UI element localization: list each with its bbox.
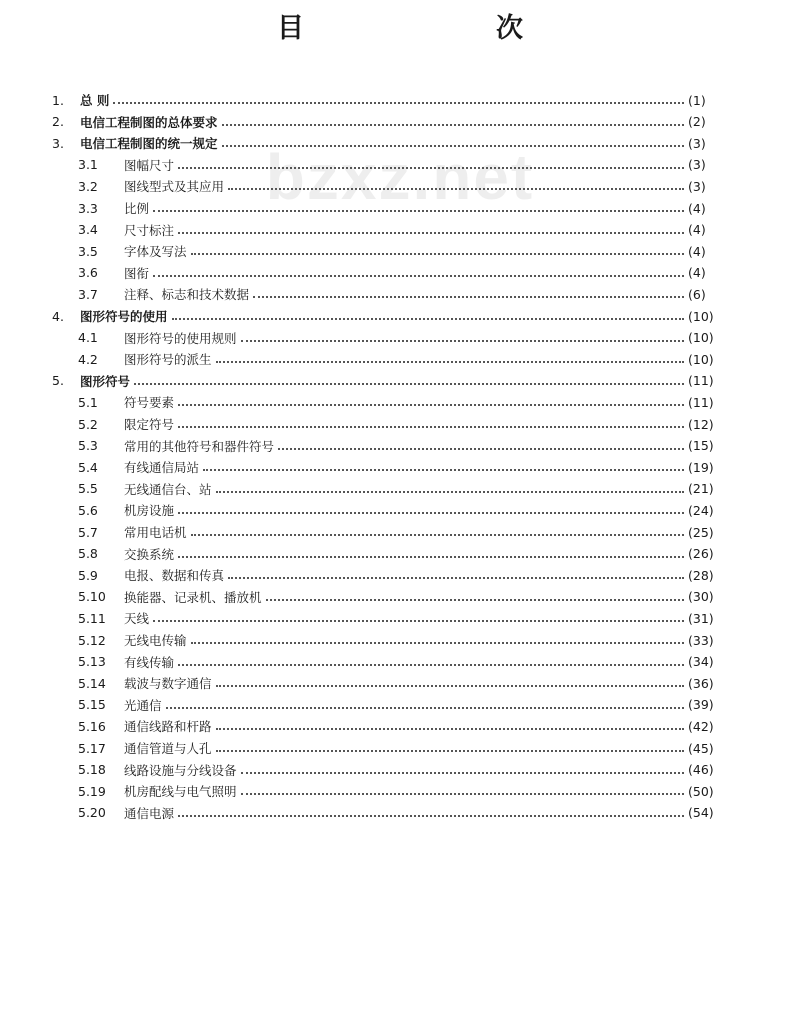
toc-entry	[78, 803, 720, 823]
toc-entry-title: 图线型式及其应用	[124, 179, 225, 195]
toc-entry-page: (15)	[688, 438, 714, 454]
toc-entry-title: 限定符号	[124, 417, 175, 432]
toc-entry-page: (50)	[688, 783, 714, 799]
toc-leader-dots	[153, 620, 684, 622]
toc-leader-dots	[203, 469, 684, 471]
toc-entry	[78, 716, 720, 736]
toc-entry	[78, 587, 720, 607]
toc-entry-page: (33)	[688, 632, 714, 648]
toc-entry	[52, 306, 720, 326]
toc-entry	[78, 500, 720, 520]
toc-entry-page: (10)	[688, 351, 714, 367]
toc-leader-dots	[191, 534, 684, 536]
toc-entry-page: (28)	[688, 567, 714, 583]
toc-leader-dots	[216, 361, 684, 363]
toc-entry	[52, 133, 720, 153]
toc-entry-number: 5.10	[78, 589, 106, 605]
toc-entry-page: (12)	[688, 416, 714, 432]
toc-entry	[78, 284, 720, 304]
toc-entry-title: 电信工程制图的总体要求	[80, 114, 218, 130]
toc-entry-number: 5.17	[78, 740, 106, 756]
toc-leader-dots	[178, 167, 684, 169]
toc-leader-dots	[178, 556, 684, 558]
toc-entry-number: 3.	[52, 135, 64, 151]
toc-entry-title: 图幅尺寸	[124, 157, 175, 173]
toc-entry	[78, 436, 720, 456]
toc-leader-dots	[216, 491, 684, 493]
toc-entry-number: 5.	[52, 373, 64, 389]
toc-entry-title: 字体及写法	[124, 244, 187, 260]
toc-entry	[78, 176, 720, 196]
toc-entry-page: (6)	[688, 286, 706, 302]
watermark: bzxz.net	[265, 141, 535, 213]
toc-entry-title: 光通信	[124, 697, 162, 713]
toc-entry-title: 图形符号的使用	[80, 309, 168, 324]
toc-entry-page: (10)	[688, 308, 714, 324]
toc-entry-page: (3)	[688, 178, 706, 194]
toc-entry-title: 通信管道与人孔	[124, 741, 212, 756]
toc-entry-page: (4)	[688, 265, 706, 281]
toc-leader-dots	[178, 232, 684, 234]
toc-entry-number: 3.1	[78, 157, 98, 173]
toc-entry	[78, 328, 720, 348]
toc-entry-title: 尺寸标注	[124, 222, 175, 238]
toc-leader-dots	[222, 124, 684, 126]
toc-entry	[52, 90, 720, 110]
toc-entry-title: 常用电话机	[124, 525, 187, 540]
toc-entry-page: (46)	[688, 762, 714, 778]
toc-entry	[78, 544, 720, 564]
toc-leader-dots	[278, 448, 684, 450]
toc-entry-number: 3.4	[78, 222, 98, 238]
toc-leader-dots	[241, 793, 684, 795]
toc-leader-dots	[222, 145, 684, 147]
toc-entry-page: (30)	[688, 589, 714, 605]
toc-entry-number: 5.2	[78, 416, 98, 432]
toc-entry-page: (36)	[688, 675, 714, 691]
toc-entry-title: 载波与数字通信	[124, 676, 212, 692]
toc-entry	[78, 781, 720, 801]
toc-entry-page: (31)	[688, 610, 714, 626]
toc-leader-dots	[113, 102, 684, 104]
toc-entry-number: 5.18	[78, 762, 106, 778]
toc-entry-page: (4)	[688, 243, 706, 259]
toc-entry-page: (3)	[688, 135, 706, 151]
toc-entry-number: 5.5	[78, 481, 98, 497]
toc-leader-dots	[266, 599, 684, 601]
toc-leader-dots	[191, 253, 684, 255]
toc-entry-page: (34)	[688, 654, 714, 670]
toc-entry-title: 总 则	[80, 93, 110, 108]
toc-entry-title: 常用的其他符号和器件符号	[124, 438, 275, 454]
toc-entry-page: (4)	[688, 222, 706, 238]
toc-entry-number: 5.13	[78, 654, 106, 670]
toc-entry-number: 4.1	[78, 330, 98, 346]
toc-entry-title: 通信电源	[124, 805, 175, 821]
toc-entry-number: 5.15	[78, 697, 106, 713]
toc-entry-number: 5.3	[78, 438, 98, 454]
toc-leader-dots	[253, 296, 684, 298]
toc-leader-dots	[178, 404, 684, 406]
toc-entry-number: 2.	[52, 114, 64, 130]
toc-leader-dots	[241, 772, 684, 774]
toc-entry-number: 5.6	[78, 502, 98, 518]
toc-leader-dots	[228, 577, 684, 579]
toc-entry	[78, 220, 720, 240]
toc-leader-dots	[216, 685, 684, 687]
toc-entry-page: (54)	[688, 805, 714, 821]
toc-entry	[78, 155, 720, 175]
toc-entry	[78, 263, 720, 283]
toc-entry-title: 线路设施与分线设备	[124, 762, 237, 778]
page-title: 目 次	[277, 13, 569, 44]
toc-leader-dots	[178, 815, 684, 817]
toc-entry-page: (21)	[688, 481, 714, 497]
toc-entry-number: 5.1	[78, 394, 98, 410]
toc-entry-title: 交换系统	[124, 546, 175, 562]
toc-leader-dots	[178, 426, 684, 428]
toc-entry-title: 无线电传输	[124, 633, 187, 648]
toc-entry	[78, 414, 720, 434]
toc-leader-dots	[241, 340, 684, 342]
toc-entry-number: 5.14	[78, 675, 106, 691]
toc-entry	[78, 608, 720, 628]
toc-entry	[78, 630, 720, 650]
toc-leader-dots	[216, 728, 684, 730]
toc-entry-number: 5.9	[78, 567, 98, 583]
toc-entry-number: 5.7	[78, 524, 98, 540]
toc-entry-title: 机房设施	[124, 503, 175, 519]
toc-leader-dots	[191, 642, 684, 644]
toc-entry-number: 3.5	[78, 243, 98, 259]
toc-entry-page: (10)	[688, 330, 714, 346]
toc-entry-title: 图形符号	[80, 373, 131, 389]
toc-entry-number: 3.3	[78, 200, 98, 216]
toc-entry-page: (4)	[688, 200, 706, 216]
toc-leader-dots	[134, 383, 684, 385]
toc-entry	[78, 392, 720, 412]
toc-entry-title: 有线传输	[124, 654, 175, 670]
toc-entry-page: (25)	[688, 524, 714, 540]
toc-entry	[78, 522, 720, 542]
toc-entry	[78, 565, 720, 585]
toc-entry-number: 5.12	[78, 632, 106, 648]
toc-entry-title: 天线	[124, 611, 150, 627]
toc-entry	[52, 371, 720, 391]
toc-entry-page: (3)	[688, 157, 706, 173]
toc-entry-title: 比例	[124, 201, 150, 216]
toc-entry	[78, 457, 720, 477]
toc-entry-title: 注释、标志和技术数据	[124, 287, 250, 303]
toc-leader-dots	[172, 318, 684, 320]
toc-entry-page: (11)	[688, 394, 714, 410]
toc-leader-dots	[153, 210, 684, 212]
toc-entry	[52, 112, 720, 132]
toc-entry-title: 有线通信局站	[124, 460, 200, 476]
toc-entry-number: 3.2	[78, 178, 98, 194]
toc-leader-dots	[178, 512, 684, 514]
toc-entry-title: 图形符号的派生	[124, 352, 212, 368]
toc-leader-dots	[153, 275, 684, 277]
toc-entry-number: 3.7	[78, 286, 98, 302]
toc-entry-title: 通信线路和杆路	[124, 719, 212, 735]
toc-entry-page: (42)	[688, 718, 714, 734]
toc-entry-title: 电报、数据和传真	[124, 568, 225, 584]
toc-entry-page: (19)	[688, 459, 714, 475]
toc-entry-page: (1)	[688, 92, 706, 108]
toc-entry-number: 5.8	[78, 546, 98, 562]
toc-entry-number: 5.11	[78, 610, 106, 626]
toc-entry-title: 换能器、记录机、播放机	[124, 589, 262, 605]
toc-entry-title: 符号要素	[124, 395, 175, 411]
toc-entry	[78, 198, 720, 218]
toc-leader-dots	[228, 188, 684, 190]
toc-entry-number: 5.4	[78, 459, 98, 475]
toc-leader-dots	[166, 707, 684, 709]
toc-entry-page: (45)	[688, 740, 714, 756]
toc-entry-page: (26)	[688, 546, 714, 562]
toc-entry-title: 电信工程制图的统一规定	[80, 136, 218, 152]
toc-leader-dots	[178, 664, 684, 666]
toc-entry-page: (39)	[688, 697, 714, 713]
toc-entry-title: 机房配线与电气照明	[124, 784, 237, 800]
toc-entry-page: (24)	[688, 502, 714, 518]
toc-entry	[78, 738, 720, 758]
toc-entry-page: (2)	[688, 114, 706, 130]
toc-entry-title: 无线通信台、站	[124, 481, 212, 497]
toc-entry	[78, 349, 720, 369]
toc-entry-number: 5.20	[78, 805, 106, 821]
toc-entry	[78, 241, 720, 261]
toc-entry-title: 图形符号的使用规则	[124, 330, 237, 346]
toc-entry-number: 5.19	[78, 783, 106, 799]
toc-entry-page: (11)	[688, 373, 714, 389]
toc-entry	[78, 479, 720, 499]
toc-entry-number: 4.2	[78, 351, 98, 367]
toc-entry	[78, 673, 720, 693]
toc-leader-dots	[216, 750, 684, 752]
toc-entry	[78, 760, 720, 780]
toc-entry	[78, 695, 720, 715]
toc-entry-number: 4.	[52, 308, 64, 324]
toc-entry	[78, 652, 720, 672]
toc-entry-number: 1.	[52, 92, 64, 108]
toc-entry-number: 5.16	[78, 718, 106, 734]
toc-entry-number: 3.6	[78, 265, 98, 281]
toc-entry-title: 图衔	[124, 265, 150, 281]
